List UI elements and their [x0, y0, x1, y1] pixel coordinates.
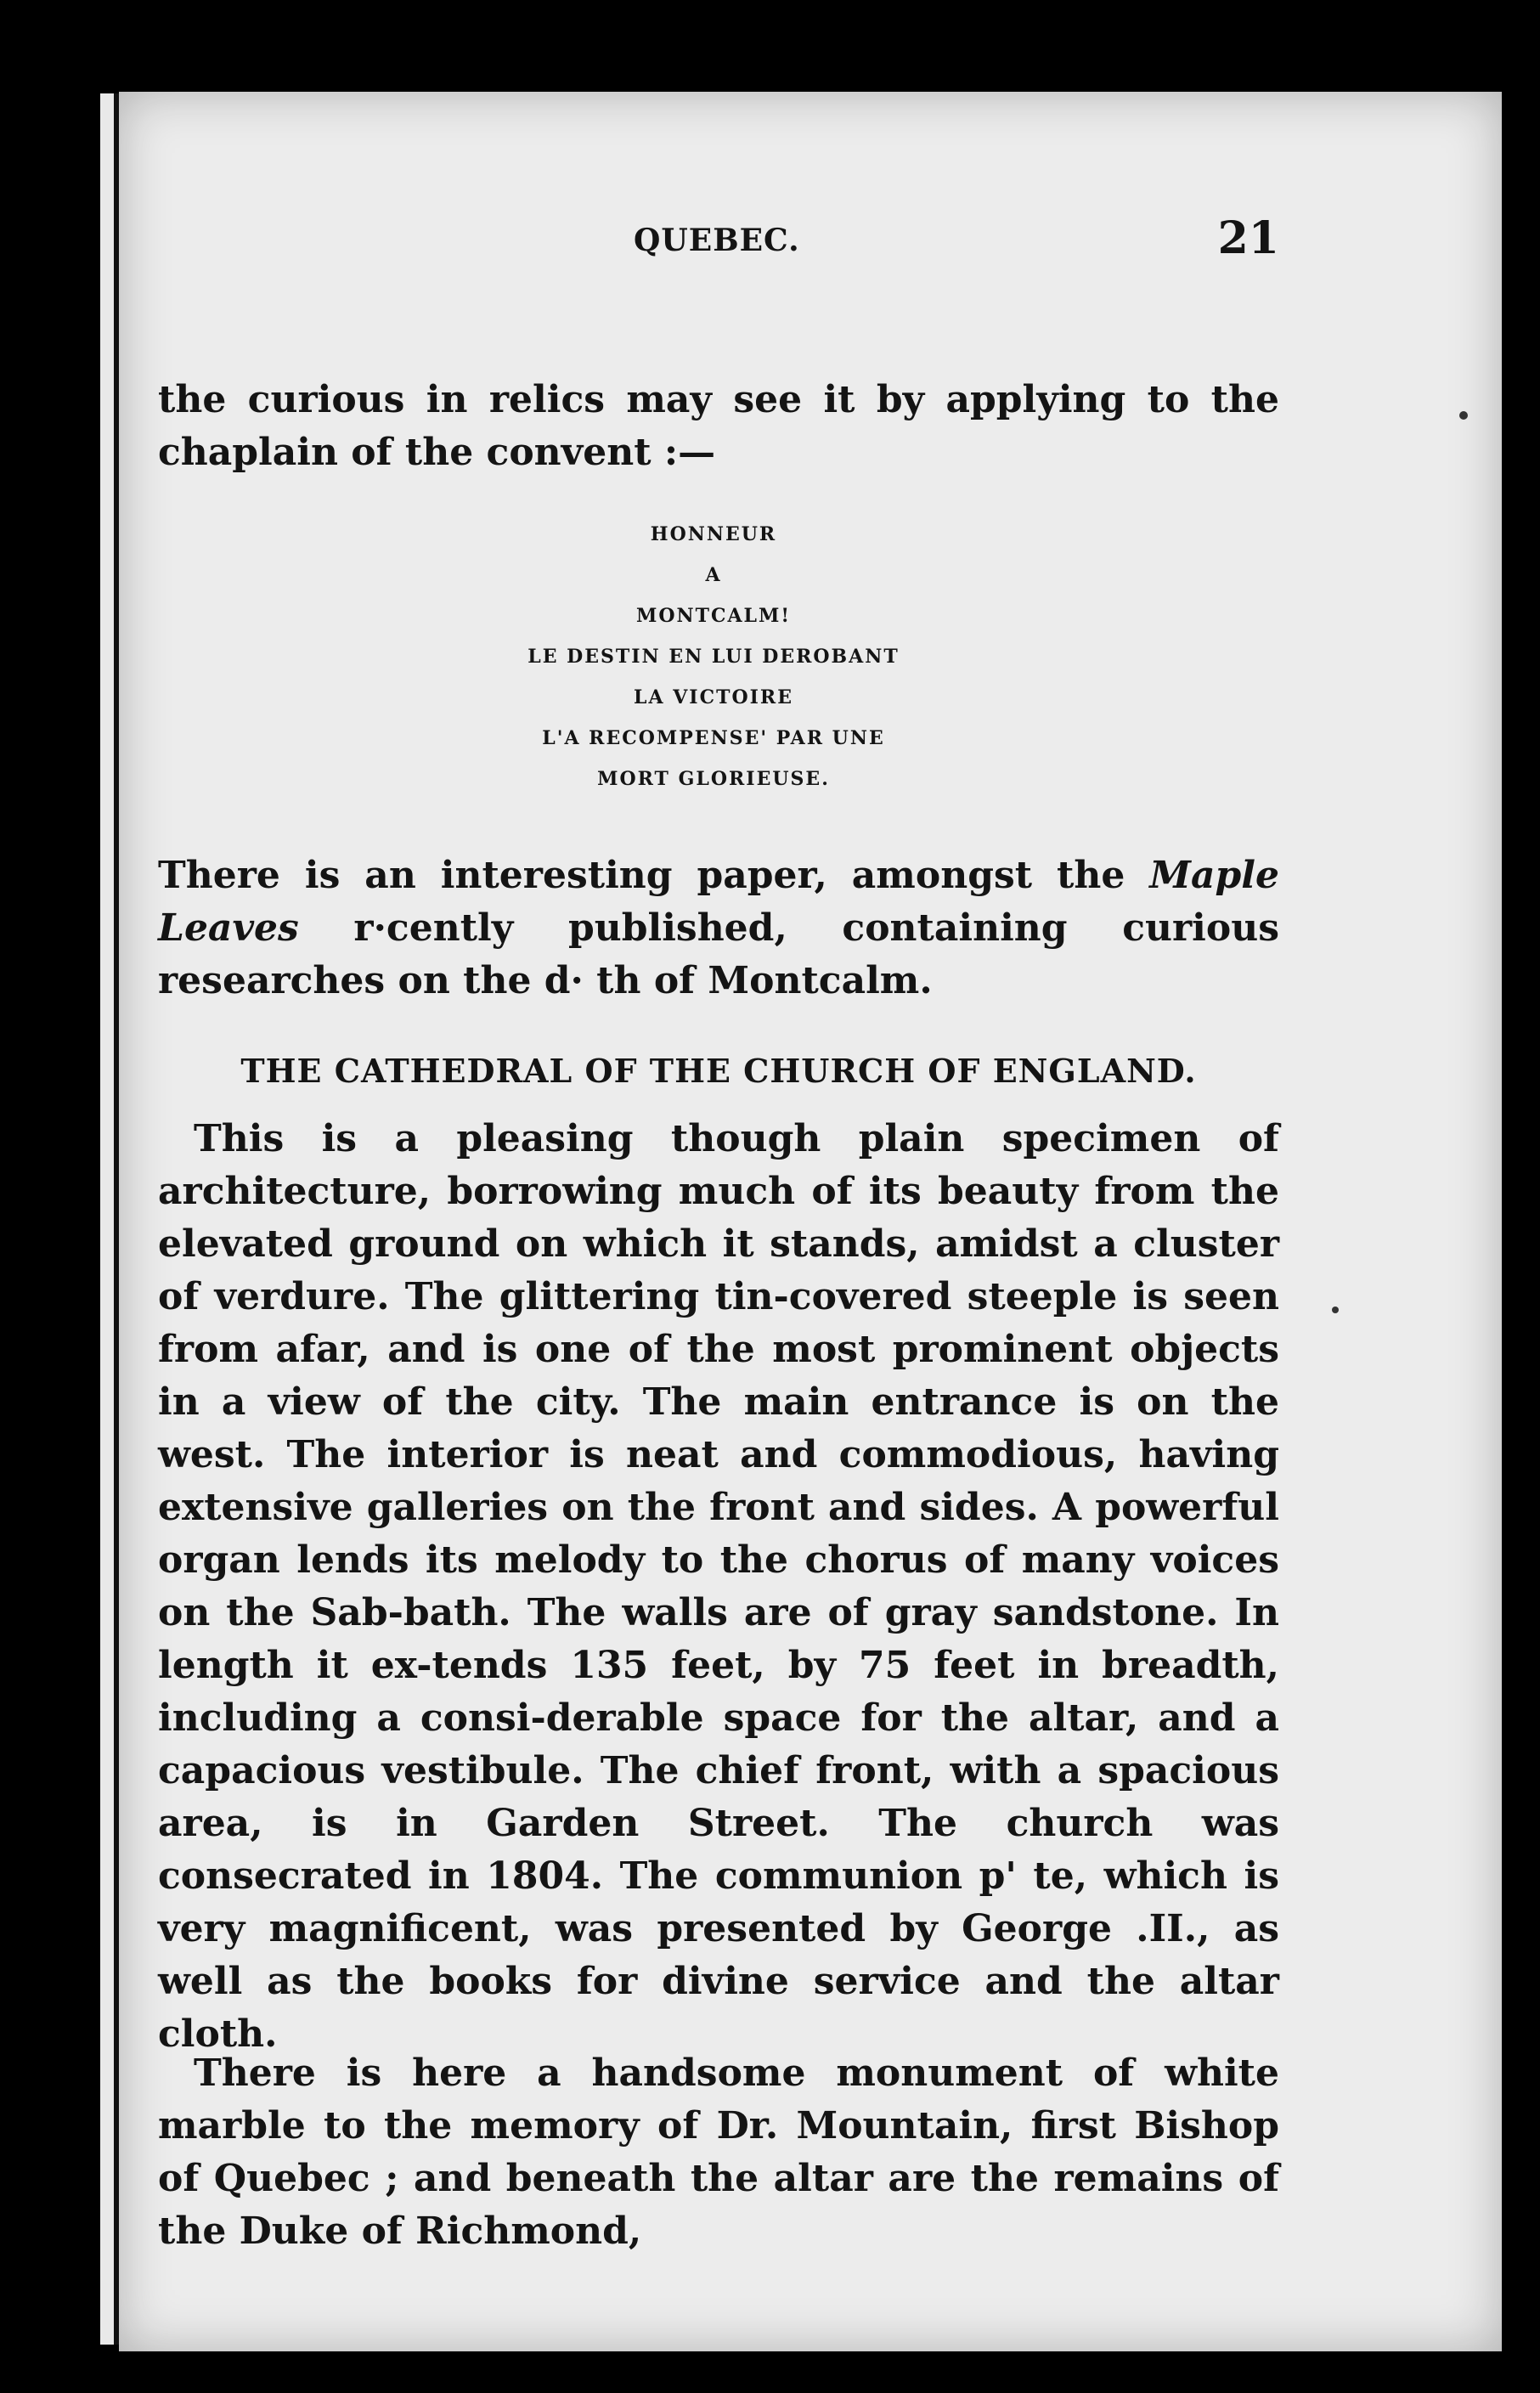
cathedral-paragraph: This is a pleasing though plain specimen of architecture, borrowing much of its beauty from the elevated ground on which it stands, amidst a cluster of verdure. The glittering tin-covered steeple is seen from afar, and is one of the most prominent objects in a view of the city. The main entrance is on the west. The interior is neat and commodious, having extensive galleries on the front and sides. A powerful organ lends its melody to the chorus of many voices on the Sab-bath. The walls are of gray sandstone. In length it ex-tends 135 feet, by 75 feet in breadth, including a consi-derable space for the altar, and a capacious vestibule. The chief front, with a spacious area, is in Garden Street. The church was consecrated in 1804. The communion p' te, which is very magnificent, was presented by George .II., as well as the books for divine service and the altar cloth. — [158, 1117, 1279, 2056]
page-number: 21 — [1217, 212, 1279, 264]
running-title: QUEBEC. — [634, 223, 800, 258]
speck-mark — [1332, 1307, 1339, 1313]
maple-leaves-paragraph — [158, 849, 1279, 1007]
book-title-emphasis: Maple Leaves — [158, 854, 1279, 950]
section-heading: THE CATHEDRAL OF THE CHURCH OF ENGLAND. — [240, 1052, 1197, 1090]
intro-paragraph: the curious in relics may see it by applying to the chaplain of the convent :— — [158, 378, 1279, 474]
paragraph-text: r·cently published, containing curious researches on the d· th of Montcalm. — [158, 906, 1279, 1002]
inscription-line: LE DESTIN EN LUI DEROBANT — [527, 646, 900, 668]
inscription-line: MONTCALM! — [635, 605, 792, 627]
speck-mark — [1459, 411, 1468, 420]
running-head — [158, 212, 1279, 267]
inscription-line: L'A RECOMPENSE' PAR UNE — [542, 727, 885, 749]
inscription — [476, 514, 951, 799]
inscription-line: A — [705, 564, 722, 586]
inscription-line: LA VICTOIRE — [634, 686, 793, 708]
inscription-line: HONNEUR — [650, 523, 777, 545]
monument-paragraph: There is here a handsome monument of white marble to the memory of Dr. Mountain, first Bishop of Quebec ; and beneath the altar are the remains of the Duke of Richmond, — [158, 2052, 1279, 2253]
paragraph-text: There is an interesting paper, amongst the — [158, 854, 1150, 897]
inscription-line: MORT GLORIEUSE. — [597, 768, 830, 790]
